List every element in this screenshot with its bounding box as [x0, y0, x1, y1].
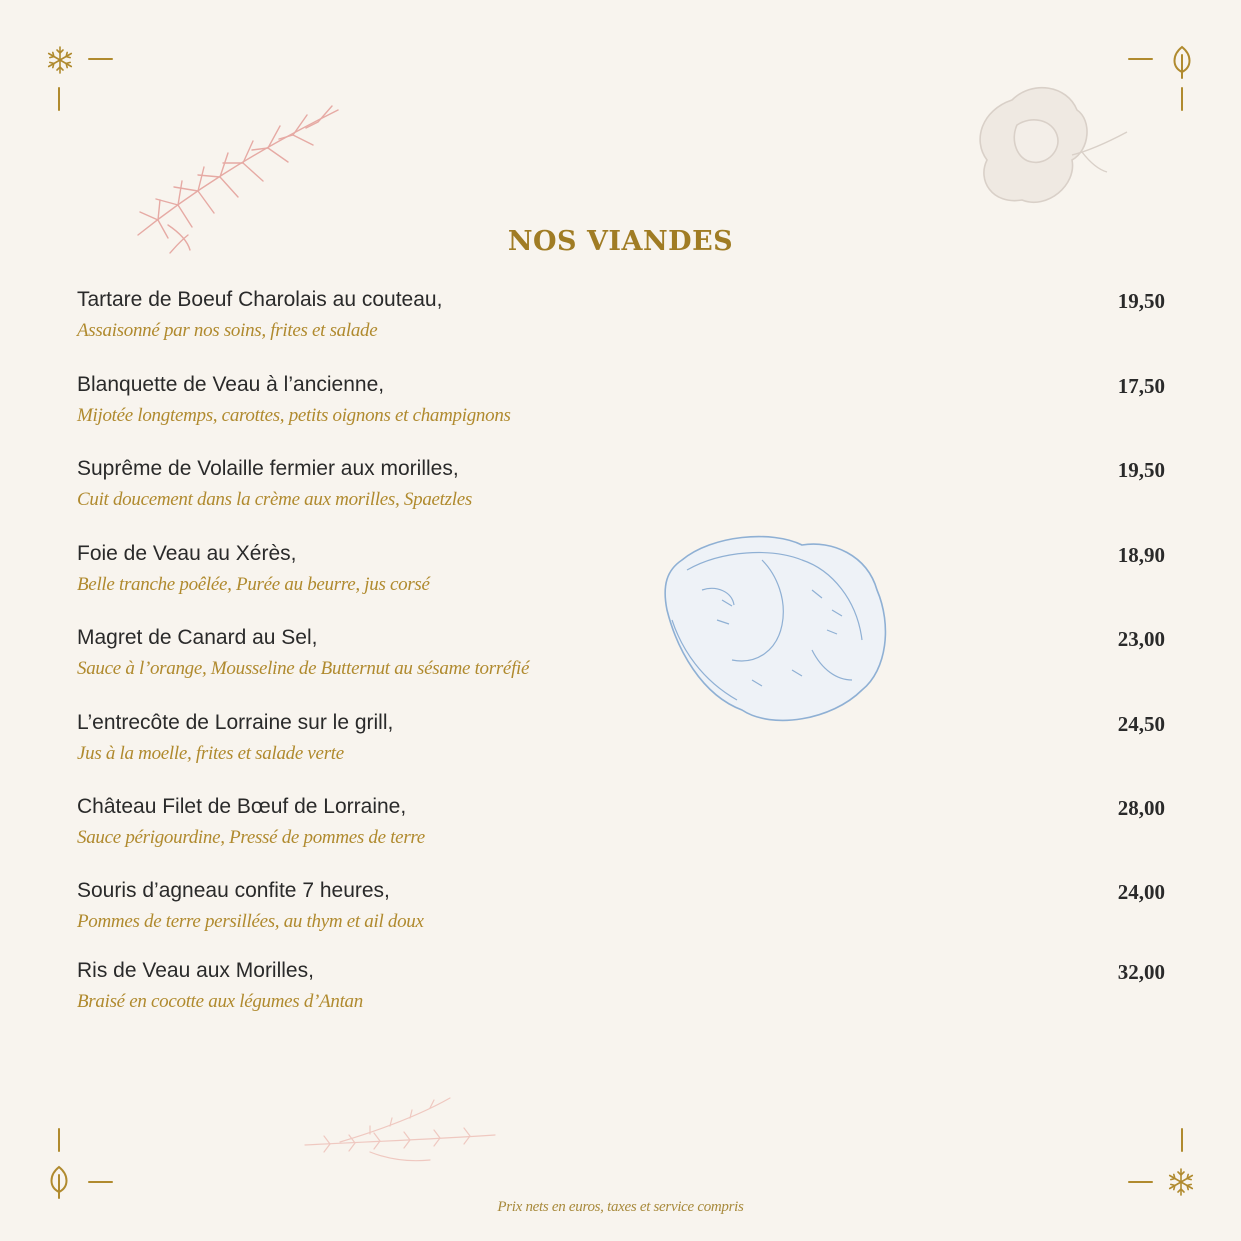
- dish-name: Blanquette de Veau à l’ancienne,: [77, 373, 385, 396]
- dish-description: Belle tranche poêlée, Purée au beurre, jus corsé: [77, 574, 430, 595]
- thyme-sprig-illustration: [300, 1090, 500, 1170]
- dish-price: 24,50: [1117, 712, 1165, 736]
- dish-description: Sauce à l’orange, Mousseline de Butternut au sésame torréfié: [77, 658, 530, 679]
- dish-price: 23,00: [1117, 627, 1165, 651]
- flower-illustration: [972, 80, 1132, 220]
- meat-steak-illustration: [662, 530, 894, 730]
- dish-price: 32,00: [1117, 960, 1165, 984]
- dish-price: 17,50: [1117, 374, 1165, 398]
- dish-price: 24,00: [1117, 880, 1165, 904]
- dish-description: Pommes de terre persillées, au thym et ail doux: [77, 911, 424, 932]
- dish-name: Tartare de Boeuf Charolais au couteau,: [77, 288, 443, 311]
- dish-price: 19,50: [1117, 289, 1165, 313]
- dish-description: Assaisonné par nos soins, frites et salade: [77, 320, 378, 341]
- dish-name: Château Filet de Bœuf de Lorraine,: [77, 795, 407, 818]
- dish-price: 18,90: [1117, 543, 1165, 567]
- dish-name: L’entrecôte de Lorraine sur le grill,: [77, 711, 394, 734]
- dish-description: Mijotée longtemps, carottes, petits oignons et champignons: [77, 405, 511, 426]
- dish-name: Ris de Veau aux Morilles,: [77, 959, 314, 982]
- dish-name: Magret de Canard au Sel,: [77, 626, 318, 649]
- dish-name: Suprême de Volaille fermier aux morilles,: [77, 457, 459, 480]
- dish-name: Souris d’agneau confite 7 heures,: [77, 879, 390, 902]
- snowflake-icon: [45, 45, 75, 75]
- price-note: Prix nets en euros, taxes et service compris: [497, 1199, 744, 1215]
- leaf-icon: [1168, 45, 1196, 79]
- dish-description: Sauce périgourdine, Pressé de pommes de terre: [77, 827, 425, 848]
- dish-description: Braisé en cocotte aux légumes d’Antan: [77, 991, 363, 1012]
- leaf-icon: [45, 1165, 73, 1199]
- dish-price: 28,00: [1117, 796, 1165, 820]
- snowflake-icon: [1166, 1167, 1196, 1197]
- dish-price: 19,50: [1117, 458, 1165, 482]
- section-title: NOS VIANDES: [507, 226, 734, 257]
- dish-description: Jus à la moelle, frites et salade verte: [77, 743, 344, 764]
- dish-name: Foie de Veau au Xérès,: [77, 542, 297, 565]
- dish-description: Cuit doucement dans la crème aux morilles, Spaetzles: [77, 489, 472, 510]
